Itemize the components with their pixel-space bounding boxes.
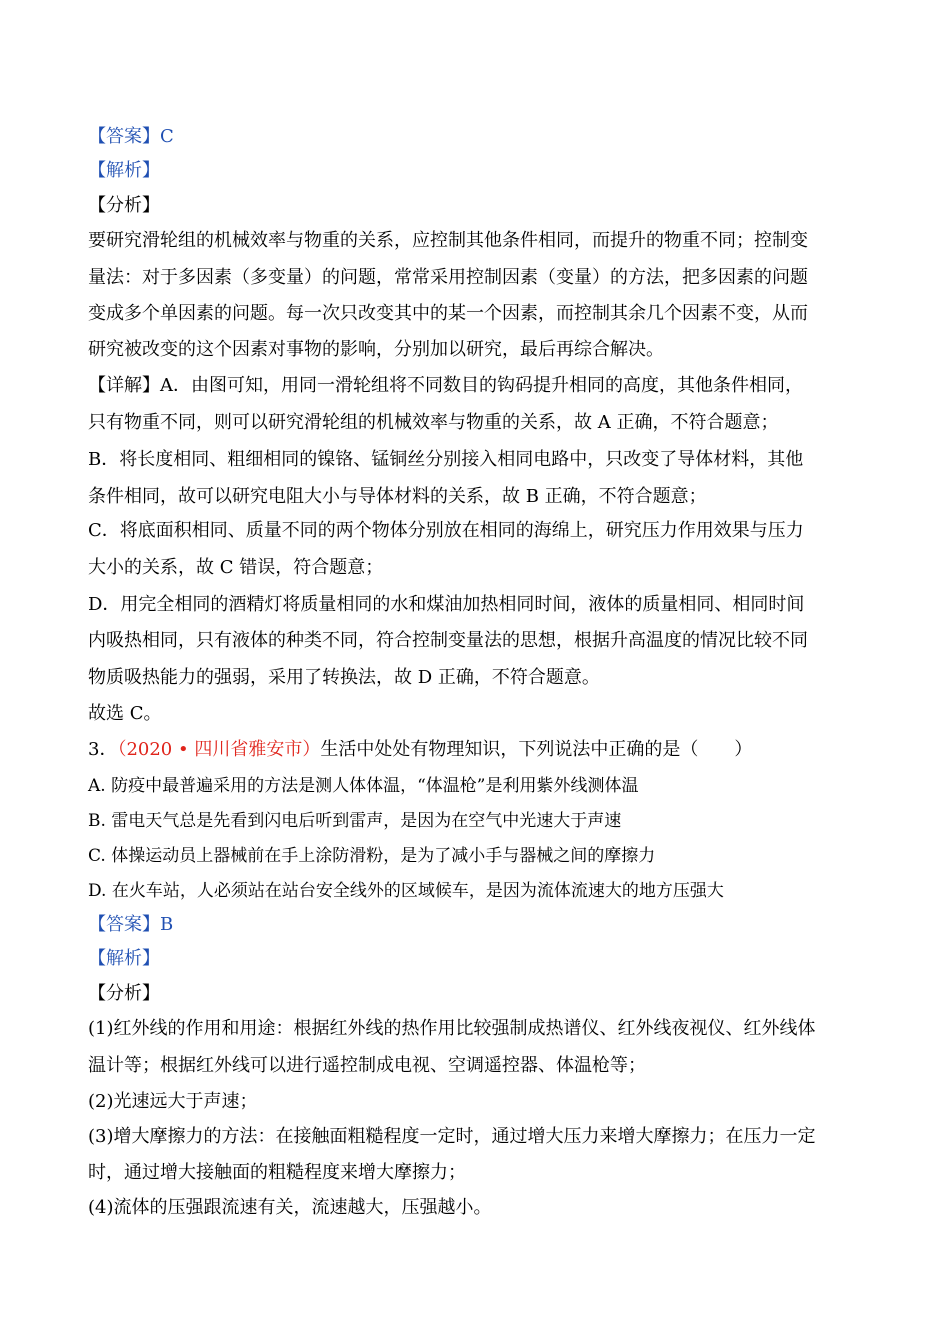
detail-line: 物质吸热能力的强弱，采用了转换法，故 D 正确，不符合题意。 — [88, 667, 600, 688]
jiexi-tag: 【解析】 — [88, 160, 160, 181]
detail-line: 只有物重不同，则可以研究滑轮组的机械效率与物重的关系，故 A 正确，不符合题意； — [88, 412, 779, 433]
jiexi-tag: 【解析】 — [88, 948, 160, 969]
analysis-line: 研究被改变的这个因素对事物的影响，分别加以研究，最后再综合解决。 — [88, 339, 664, 360]
analysis-line: 量法：对于多因素（多变量）的问题，常常采用控制因素（变量）的方法，把多因素的问题 — [88, 267, 808, 288]
detail-line: C．将底面积相同、质量不同的两个物体分别放在相同的海绵上，研究压力作用效果与压力 — [88, 520, 804, 541]
option-c: C. 体操运动员上器械前在手上涂防滑粉，是为了减小手与器械之间的摩擦力 — [88, 846, 656, 866]
detail-line: B．将长度相同、粗细相同的镍铬、锰铜丝分别接入相同电路中，只改变了导体材料，其他 — [88, 449, 804, 470]
analysis-line: 要研究滑轮组的机械效率与物重的关系，应控制其他条件相同，而提升的物重不同；控制变 — [88, 230, 808, 251]
answer-line — [88, 124, 868, 150]
question-number: 3． — [88, 739, 118, 760]
option-b: B. 雷电天气总是先看到闪电后听到雷声，是因为在空气中光速大于声速 — [88, 811, 622, 831]
analysis-line: 温计等；根据红外线可以进行遥控制成电视、空调遥控器、体温枪等； — [88, 1055, 646, 1076]
answer-value: B — [160, 914, 174, 935]
answer-value: C — [160, 126, 174, 147]
detail-line: 条件相同，故可以研究电阻大小与导体材料的关系，故 B 正确，不符合题意； — [88, 486, 707, 507]
conclusion-line: 故选 C。 — [88, 703, 162, 724]
question-stem — [88, 737, 868, 763]
analysis-line: (4)流体的压强跟流速有关，流速越大，压强越小。 — [88, 1197, 492, 1218]
analysis-line: (3)增大摩擦力的方法：在接触面粗糙程度一定时，通过增大压力来增大摩擦力；在压力一定 — [88, 1126, 816, 1147]
answer-tag: 【答案】 — [88, 914, 160, 935]
question-source: （2020 • 四川省雅安市） — [117, 739, 321, 760]
answer-tag: 【答案】 — [88, 126, 160, 147]
analysis-line: (1)红外线的作用和用途：根据红外线的热作用比较强制成热谱仪、红外线夜视仪、红外线体 — [88, 1018, 816, 1039]
detail-line: 大小的关系，故 C 错误，符合题意； — [88, 557, 384, 578]
question-text: 生活中处处有物理知识，下列说法中正确的是（ ） — [320, 739, 753, 760]
detail-line: 【详解】A．由图可知，用同一滑轮组将不同数目的钩码提升相同的高度，其他条件相同， — [88, 375, 803, 396]
fenxi-tag: 【分析】 — [88, 983, 160, 1004]
option-a: A. 防疫中最普遍采用的方法是测人体体温，“体温枪”是利用紫外线测体温 — [88, 776, 639, 796]
analysis-line: (2)光速远大于声速； — [88, 1091, 258, 1112]
option-d: D. 在火车站，人必须站在站台安全线外的区域候车，是因为流体流速大的地方压强大 — [88, 881, 724, 901]
detail-line: 内吸热相同，只有液体的种类不同，符合控制变量法的思想，根据升高温度的情况比较不同 — [88, 630, 808, 651]
analysis-line: 时，通过增大接触面的粗糙程度来增大摩擦力； — [88, 1162, 466, 1183]
fenxi-tag: 【分析】 — [88, 195, 160, 216]
answer-line — [88, 912, 868, 938]
analysis-line: 变成多个单因素的问题。每一次只改变其中的某一个因素，而控制其余几个因素不变，从而 — [88, 303, 808, 324]
detail-line: D．用完全相同的酒精灯将质量相同的水和煤油加热相同时间，液体的质量相同、相同时间 — [88, 594, 805, 615]
